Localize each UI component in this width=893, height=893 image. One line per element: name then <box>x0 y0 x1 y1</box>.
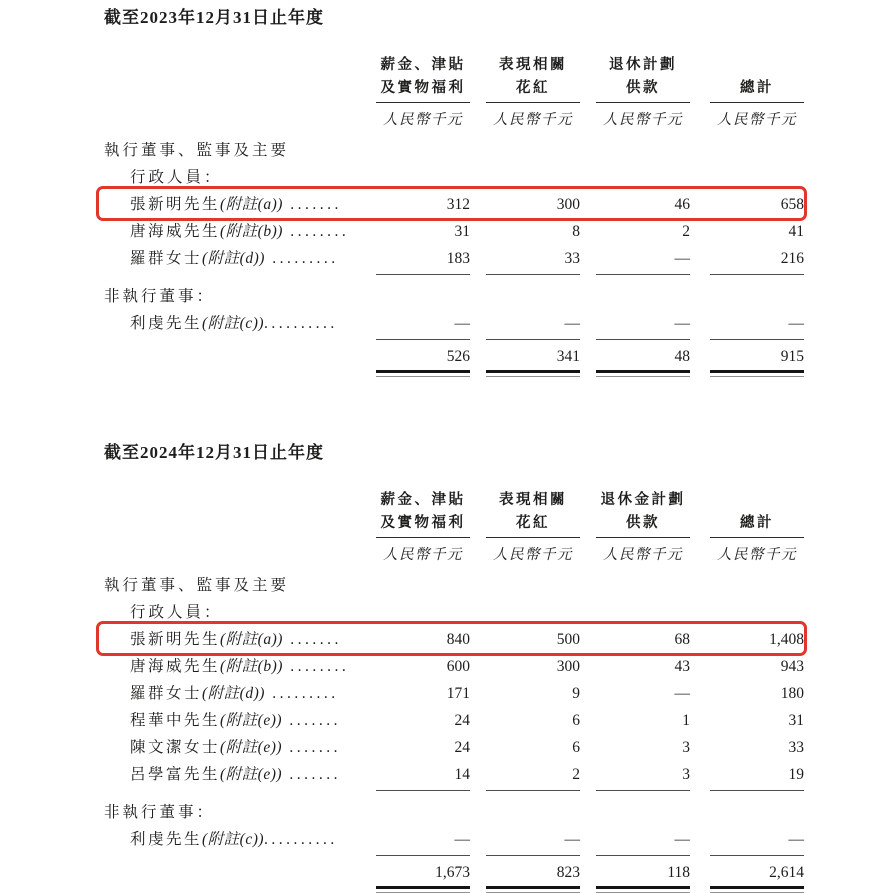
value: 33 <box>788 739 804 756</box>
value-cell <box>690 653 804 680</box>
dot-leader: .......... <box>264 315 338 332</box>
director-name: 呂學富先生 <box>130 766 221 783</box>
director-name: 唐海威先生 <box>130 223 221 240</box>
value: 216 <box>710 245 804 275</box>
value-cell <box>361 653 470 680</box>
value-cell <box>580 761 690 791</box>
value: 171 <box>446 685 470 702</box>
unit-cell <box>361 546 470 564</box>
director-label <box>104 680 361 707</box>
total-cell <box>690 862 804 893</box>
table-units <box>104 546 804 564</box>
value-cell <box>361 191 470 218</box>
double-rule <box>486 370 580 377</box>
unit-cell <box>580 546 690 564</box>
value-cell <box>690 310 804 340</box>
value-cell <box>470 626 580 653</box>
column-header-box <box>376 54 470 103</box>
unit-cell <box>470 546 580 564</box>
value: 500 <box>556 631 580 648</box>
value-cell <box>580 826 690 856</box>
value: — <box>596 826 690 856</box>
director-row <box>104 680 804 707</box>
value: 943 <box>780 658 804 675</box>
director-label <box>104 310 361 337</box>
total-cell <box>690 346 804 377</box>
value: 1,408 <box>769 631 804 648</box>
unit-label: 人民幣千元 <box>383 112 463 128</box>
column-header-line2: 供款 <box>596 77 690 103</box>
director-label <box>104 653 361 680</box>
director-label <box>104 734 361 761</box>
column-header-line1: 表現相關 <box>499 57 567 73</box>
value: 6 <box>572 739 580 756</box>
value-cell <box>580 734 690 761</box>
value-cell <box>580 626 690 653</box>
director-name: 陳文潔女士 <box>130 739 221 756</box>
value-cell <box>361 218 470 245</box>
unit-label: 人民幣千元 <box>717 547 797 563</box>
value: 2 <box>682 223 690 240</box>
note-ref: (附註(a)) <box>220 196 283 213</box>
value-cell <box>470 680 580 707</box>
note-ref: (附註(e)) <box>220 712 283 729</box>
value: 8 <box>572 223 580 240</box>
total-cell <box>580 346 690 377</box>
column-header-box <box>596 489 690 538</box>
value: — <box>486 826 580 856</box>
column-header-line2: 花紅 <box>486 77 580 103</box>
value: 600 <box>446 658 470 675</box>
value: 68 <box>674 631 690 648</box>
column-header <box>690 489 804 538</box>
value: — <box>376 310 470 340</box>
column-header-box <box>486 489 580 538</box>
note-ref: (附註(a)) <box>220 631 283 648</box>
note-ref: (附註(d)) <box>202 685 265 702</box>
column-header-line2: 花紅 <box>486 512 580 538</box>
value: 33 <box>486 245 580 275</box>
value-cell <box>361 245 470 275</box>
director-label <box>104 826 361 853</box>
director-name: 利虔先生 <box>130 315 203 332</box>
value-cell <box>580 680 690 707</box>
column-header-line1 <box>710 489 804 512</box>
column-header-box <box>376 489 470 538</box>
value-cell <box>470 761 580 791</box>
director-name: 唐海威先生 <box>130 658 221 675</box>
total-value-box <box>486 346 580 377</box>
unit-label: 人民幣千元 <box>493 547 573 563</box>
value-cell <box>690 218 804 245</box>
value: 24 <box>454 712 470 729</box>
dot-leader: ......... <box>264 685 339 702</box>
column-header <box>580 54 690 103</box>
director-name: 羅群女士 <box>130 685 203 702</box>
double-rule <box>486 886 580 893</box>
value-cell <box>470 826 580 856</box>
double-rule <box>596 886 690 893</box>
section-heading: 非執行董事： <box>104 288 216 305</box>
director-name: 張新明先生 <box>130 631 221 648</box>
section-heading: 行政人員： <box>130 169 223 186</box>
total-value-box <box>710 346 804 377</box>
column-header-line2: 供款 <box>596 512 690 538</box>
column-header-box <box>710 54 804 103</box>
column-header-line1 <box>710 54 804 77</box>
value-cell <box>690 626 804 653</box>
totals-row <box>104 346 804 377</box>
value-cell <box>690 761 804 791</box>
value: 300 <box>556 658 580 675</box>
value: 3 <box>596 761 690 791</box>
column-header-line2: 及實物福利 <box>376 512 470 538</box>
total-value-box <box>376 862 470 893</box>
unit-label: 人民幣千元 <box>717 112 797 128</box>
director-label <box>104 218 361 245</box>
director-name: 張新明先生 <box>130 196 221 213</box>
value-cell <box>580 707 690 734</box>
value-cell <box>690 707 804 734</box>
director-row <box>104 826 804 856</box>
value-cell <box>361 761 470 791</box>
total-value: 915 <box>780 348 804 365</box>
column-header <box>361 489 470 538</box>
double-rule <box>710 886 804 893</box>
year-table-2023 <box>104 8 805 377</box>
column-header <box>470 489 580 538</box>
total-value: 2,614 <box>769 864 804 881</box>
unit-cell <box>580 111 690 129</box>
column-header <box>470 54 580 103</box>
double-rule <box>376 886 470 893</box>
column-header-line2: 總計 <box>710 77 804 103</box>
value-cell <box>470 218 580 245</box>
table-column-headers <box>104 489 804 538</box>
table-title: 截至2023年12月31日止年度 <box>104 8 324 27</box>
value-cell <box>361 734 470 761</box>
double-rule <box>376 370 470 377</box>
column-header-line1: 薪金、津貼 <box>380 57 466 73</box>
column-header-box <box>710 489 804 538</box>
value: 31 <box>454 223 470 240</box>
unit-cell <box>361 111 470 129</box>
value-cell <box>580 191 690 218</box>
total-cell <box>470 346 580 377</box>
total-value: 1,673 <box>435 864 470 881</box>
total-value: 823 <box>556 864 580 881</box>
value: 183 <box>376 245 470 275</box>
value: — <box>710 826 804 856</box>
table-units <box>104 111 804 129</box>
value: 41 <box>788 223 804 240</box>
dot-leader: ....... <box>282 712 342 729</box>
director-row <box>104 218 804 245</box>
value: 2 <box>486 761 580 791</box>
section-heading: 執行董事、監事及主要 <box>104 142 290 159</box>
total-cell <box>361 862 470 893</box>
director-label <box>104 191 361 218</box>
note-ref: (附註(e)) <box>220 739 283 756</box>
value-cell <box>361 310 470 340</box>
value: — <box>486 310 580 340</box>
section-heading: 非執行董事： <box>104 804 216 821</box>
value: 19 <box>710 761 804 791</box>
dot-leader: ........ <box>282 658 350 675</box>
value: 31 <box>788 712 804 729</box>
total-value-box <box>596 862 690 893</box>
dot-leader: ....... <box>282 739 342 756</box>
dot-leader: .......... <box>264 831 338 848</box>
value-cell <box>470 707 580 734</box>
director-label <box>104 245 361 272</box>
value-cell <box>470 734 580 761</box>
total-value: 526 <box>446 348 470 365</box>
director-row <box>104 734 804 761</box>
value: — <box>376 826 470 856</box>
table-column-headers <box>104 54 804 103</box>
director-row <box>104 653 804 680</box>
section-heading: 行政人員： <box>130 604 223 621</box>
column-header <box>361 54 470 103</box>
value: 46 <box>674 196 690 213</box>
director-name: 程華中先生 <box>130 712 221 729</box>
value-cell <box>690 680 804 707</box>
value: 43 <box>674 658 690 675</box>
value: 1 <box>682 712 690 729</box>
total-value: 48 <box>674 348 690 365</box>
value-cell <box>690 245 804 275</box>
unit-label: 人民幣千元 <box>493 112 573 128</box>
value: 312 <box>446 196 470 213</box>
value: 840 <box>446 631 470 648</box>
value-cell <box>470 653 580 680</box>
double-rule <box>710 370 804 377</box>
director-row <box>104 191 804 218</box>
total-value-box <box>596 346 690 377</box>
director-label <box>104 761 361 788</box>
column-header <box>580 489 690 538</box>
year-table-2024 <box>104 443 805 893</box>
value-cell <box>690 826 804 856</box>
table-body <box>104 54 805 377</box>
dot-leader: ....... <box>282 196 342 213</box>
column-header-line1: 表現相關 <box>499 492 567 508</box>
value-cell <box>470 191 580 218</box>
director-row <box>104 310 804 340</box>
value-cell <box>580 310 690 340</box>
note-ref: (附註(e)) <box>220 766 283 783</box>
section-heading: 執行董事、監事及主要 <box>104 577 290 594</box>
director-name: 羅群女士 <box>130 250 203 267</box>
column-header-line1: 薪金、津貼 <box>380 492 466 508</box>
value: 300 <box>556 196 580 213</box>
column-header-box <box>596 54 690 103</box>
double-rule <box>596 370 690 377</box>
unit-label: 人民幣千元 <box>603 112 683 128</box>
total-cell <box>361 346 470 377</box>
dot-leader: ....... <box>282 766 342 783</box>
value-cell <box>470 310 580 340</box>
column-header <box>690 54 804 103</box>
note-ref: (附註(c)) <box>202 315 265 332</box>
value: 658 <box>780 196 804 213</box>
total-value: 118 <box>667 864 690 881</box>
value-cell <box>470 245 580 275</box>
value: — <box>674 685 690 702</box>
director-row <box>104 626 804 653</box>
director-label <box>104 707 361 734</box>
table-title: 截至2024年12月31日止年度 <box>104 443 324 462</box>
column-header-line2: 總計 <box>710 512 804 538</box>
note-ref: (附註(b)) <box>220 223 283 240</box>
total-value: 341 <box>556 348 580 365</box>
unit-label: 人民幣千元 <box>603 547 683 563</box>
unit-cell <box>690 111 804 129</box>
director-row <box>104 761 804 791</box>
table-body <box>104 489 805 893</box>
value: 180 <box>780 685 804 702</box>
value: 24 <box>454 739 470 756</box>
note-ref: (附註(b)) <box>220 658 283 675</box>
value-cell <box>580 245 690 275</box>
column-header-line2: 及實物福利 <box>376 77 470 103</box>
value-cell <box>361 626 470 653</box>
total-cell <box>580 862 690 893</box>
director-row <box>104 245 804 275</box>
value-cell <box>580 218 690 245</box>
value: 14 <box>376 761 470 791</box>
total-value-box <box>486 862 580 893</box>
director-row <box>104 707 804 734</box>
note-ref: (附註(d)) <box>202 250 265 267</box>
dot-leader: ....... <box>282 631 342 648</box>
total-value-box <box>376 346 470 377</box>
value: — <box>596 245 690 275</box>
value-cell <box>361 680 470 707</box>
director-name: 利虔先生 <box>130 831 203 848</box>
column-header-line1: 退休計劃 <box>609 57 677 73</box>
value: 6 <box>572 712 580 729</box>
value-cell <box>580 653 690 680</box>
value-cell <box>690 191 804 218</box>
value: 9 <box>572 685 580 702</box>
total-value-box <box>710 862 804 893</box>
director-label <box>104 626 361 653</box>
column-header-box <box>486 54 580 103</box>
dot-leader: ......... <box>264 250 339 267</box>
value: — <box>710 310 804 340</box>
value-cell <box>361 707 470 734</box>
value-cell <box>690 734 804 761</box>
unit-cell <box>470 111 580 129</box>
unit-label: 人民幣千元 <box>383 547 463 563</box>
value: 3 <box>682 739 690 756</box>
value-cell <box>361 826 470 856</box>
note-ref: (附註(c)) <box>202 831 265 848</box>
column-header-line1: 退休金計劃 <box>600 492 686 508</box>
totals-row <box>104 862 804 893</box>
total-cell <box>470 862 580 893</box>
unit-cell <box>690 546 804 564</box>
dot-leader: ........ <box>282 223 350 240</box>
value: — <box>596 310 690 340</box>
